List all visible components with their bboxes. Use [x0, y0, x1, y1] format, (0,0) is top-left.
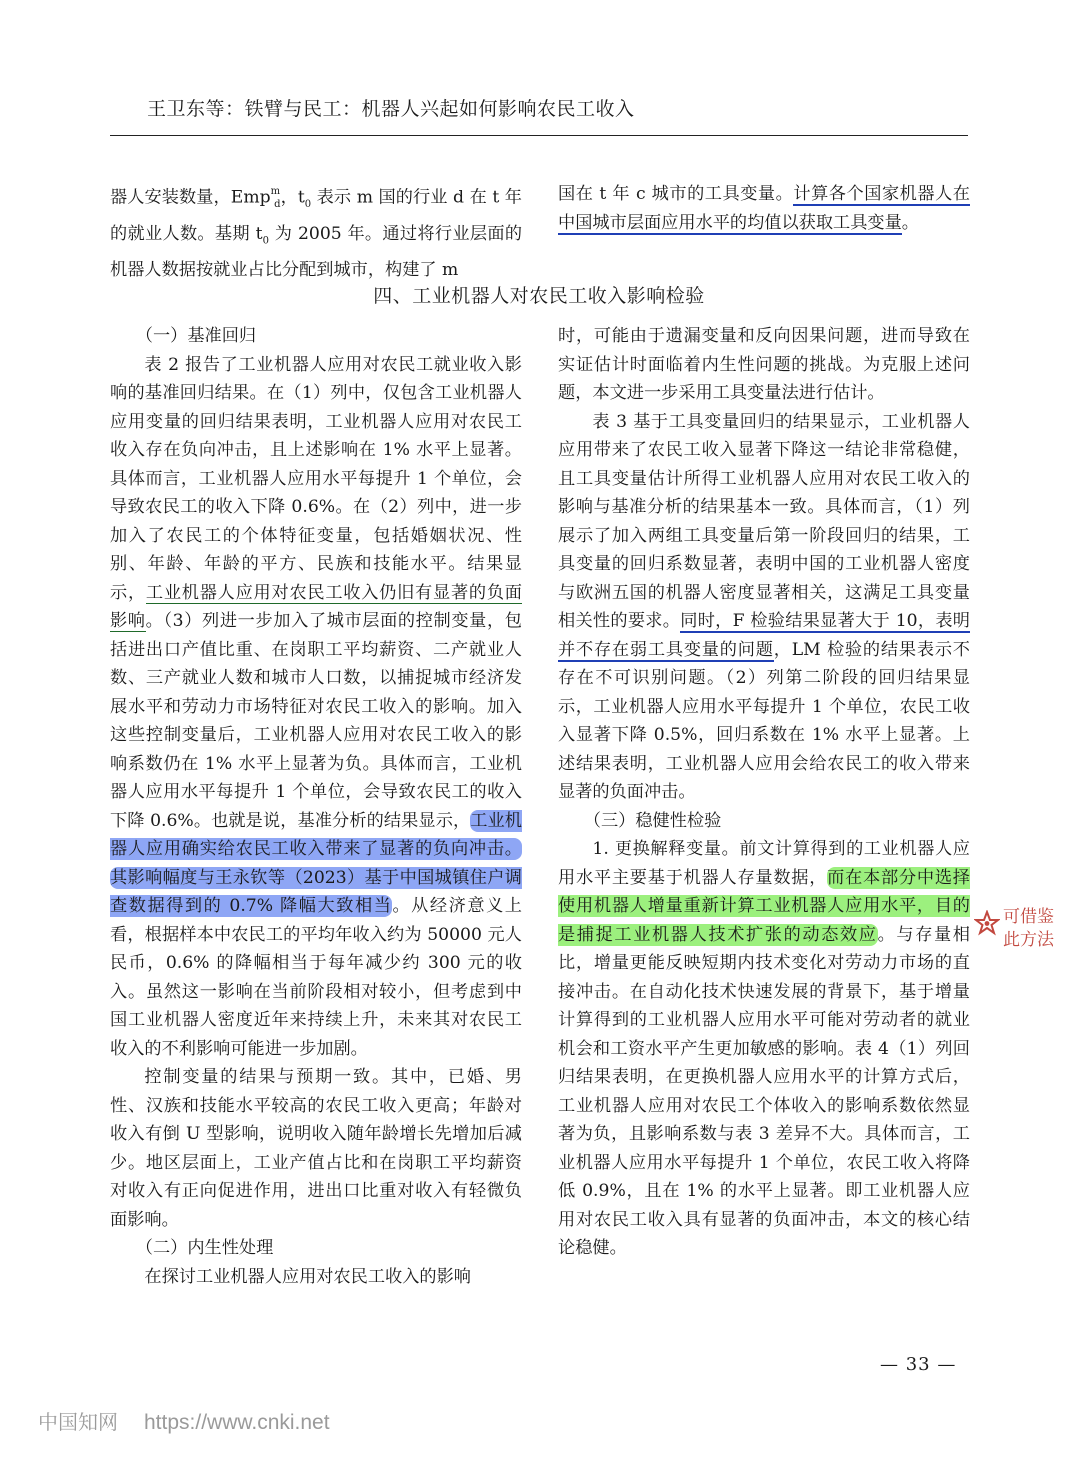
left-column-top	[110, 180, 522, 284]
text-run: 。从经济意义上看，根据样本中农民工的平均年收入约为 50000 元人民币，0.6% 的降幅相当于每年减少约 300 元的收入。虽然这一影响在当前阶段相对较小，但考虑到中国工业机器人密度近年来持续上升，未来其对农民工收入的不利影响可能进一步加剧。	[110, 896, 522, 1059]
text-run: 表 2 报告了工业机器人应用对农民工就业收入影响的基准回归结果。在（1）列中，仅包含工业机器人应用变量的回归结果表明，工业机器人应用对农民工收入存在负向冲击，且上述影响在 1% 水平上显著。具体而言，工业机器人应用水平每提升 1 个单位，会导致农民工的收入下降 0.6%。在（2）列中，进一步加入了农民工的个体特征变量，包括婚姻状况、性别、年龄、年龄的平方、民族和技能水平。结果显示，	[110, 354, 522, 603]
text-run: ，t	[280, 187, 305, 208]
subscript: 0	[304, 199, 312, 211]
watermark	[38, 1406, 330, 1435]
blue-highlight-text: 其影响幅度与王永钦等（2023）基于中国城镇住户调查数据得到的 0.7% 降幅大致相当	[110, 867, 522, 916]
paragraph: 控制变量的结果与预期一致。其中，已婚、男性、汉族和技能水平较高的农民工收入更高；年龄对收入有倒 U 型影响，说明收入随年龄增长先增加后减少。地区层面上，工业产值占比和在岗职工平均薪资对收入有正向促进作用，进出口比重对收入有轻微负面影响。	[110, 1067, 522, 1230]
watermark-url: https://www.cnki.net	[144, 1411, 330, 1434]
green-underline-text: 工业机器人应用对农民工收入仍旧有显著的负面影响	[110, 582, 522, 631]
subsection-heading: （二）内生性处理	[135, 1238, 274, 1258]
paragraph	[558, 835, 970, 1263]
right-top-paragraph	[558, 180, 970, 237]
blue-underline-text: 计算各个国家机器人在中国城市层面应用水平的均值以获取工具变量	[558, 184, 970, 233]
text-run: 。与存量相比，增量更能反映短期内技术变化对劳动力市场的直接冲击。在自动化技术快速发展的背景下，基于增量计算得到的工业机器人应用水平可能对劳动者的就业机会和工资水平产生更加敏感的影响。表 4（1）列回归结果表明，在更换机器人应用水平的计算方式后，工业机器人应用对农民工个体收入的影响系数依然显著为负，且影响系数与表 3 差异不大。具体而言，工业机器人应用水平每提升 1 个单位，农民工收入将降低 0.9%，且在 1% 的水平上显著。即工业机器人应用对农民工收入具有显著的负面冲击，本文的核心结论稳健。	[558, 924, 970, 1258]
subsection-heading: （三）稳健性检验	[583, 810, 722, 831]
paragraph	[110, 351, 522, 1064]
text-run: 。	[901, 212, 919, 233]
text-run: 表示 m 国的行业 d 在 t 年的就业人数。基期 t	[110, 187, 522, 244]
text-run: 国在 t 年 c 城市的工具变量。	[558, 184, 794, 204]
annotation-line: 此方法	[1003, 930, 1054, 950]
subscript: d	[274, 199, 281, 211]
subscript: 0	[262, 235, 269, 247]
left-column	[110, 322, 522, 1291]
paragraph: 时，可能由于遗漏变量和反向因果问题，进而导致在实证估计时面临着内生性问题的挑战。为克服上述问题，本文进一步采用工具变量法进行估计。	[558, 326, 970, 403]
text-run: 。（3）列进一步加入了城市层面的控制变量，包括进出口产值比重、在岗职工平均薪资、二产就业人数、三产就业人数和城市人口数，以捕捉城市经济发展水平和劳动力市场特征对农民工收入的影响。加入这些控制变量后，工业机器人应用对农民工收入的影响系数仍在 1% 水平上显著为负。具体而言，工业机器人应用水平每提升 1 个单位，会导致农民工的收入下降 0.6%。也就是说，基准分析的结果显示，	[110, 611, 522, 831]
text-run: 器人安装数量，Emp	[110, 187, 271, 208]
text-run: 1. 更换解释变量。前文计算得到的工业机器人应用水平主要基于机器人存量数据，	[558, 839, 970, 888]
green-highlight-text: 而在本部分中选择使用机器人增量重新计算工业机器人应用水平，目的是捕捉工业机器人技术扩张的动态效应	[558, 867, 970, 945]
blue-highlight-text: 工业机器人应用确实给农民工收入带来了显著的负向冲击。	[110, 810, 522, 859]
paragraph	[558, 408, 970, 807]
text-run: 为 2005 年。通过将行业层面的机器人数据按就业占比分配到城市，构建了 m	[110, 223, 523, 280]
text-run: ，LM 检验的结果表示不存在不可识别问题。（2）列第二阶段的回归结果显示，工业机器人应用水平每提升 1 个单位，农民工收入显著下降 0.5%，回归系数在 1% 水平上显著。上述结果表明，工业机器人应用会给农民工的收入带来显著的负面冲击。	[558, 639, 970, 802]
left-top-paragraph	[110, 180, 522, 284]
text-run: 表 3 基于工具变量回归的结果显示，工业机器人应用带来了农民工收入显著下降这一结论非常稳健，且工具变量估计所得工业机器人应用对农民工收入的影响与基准分析的结果基本一致。具体而言，（1）列展示了加入两组工具变量后第一阶段回归的结果，工具变量的回归系数显著，表明中国的工业机器人密度与欧洲五国的机器人密度显著相关，这满足工具变量相关性的要求。	[558, 411, 970, 631]
page-number: — 33 —	[880, 1354, 957, 1375]
annotation-line: 可借鉴	[1003, 907, 1054, 927]
right-column	[558, 322, 970, 1263]
star-icon	[974, 910, 1000, 936]
section-title: 四、工业机器人对农民工收入影响检验	[373, 285, 705, 307]
watermark-brand: 中国知网	[38, 1410, 118, 1434]
running-head: 王卫东等：铁臂与民工：机器人兴起如何影响农民工收入	[147, 98, 635, 120]
superscript: m	[270, 186, 281, 197]
right-column-top	[558, 180, 970, 237]
header-rule	[110, 135, 968, 136]
paragraph: 在探讨工业机器人应用对农民工收入的影响	[144, 1266, 471, 1287]
margin-annotation	[1003, 906, 1054, 952]
blue-underline-text: 同时，F 检验结果显著大于 10，表明并不存在弱工具变量的问题	[558, 611, 970, 660]
subsection-heading: （一）基准回归	[135, 326, 257, 346]
